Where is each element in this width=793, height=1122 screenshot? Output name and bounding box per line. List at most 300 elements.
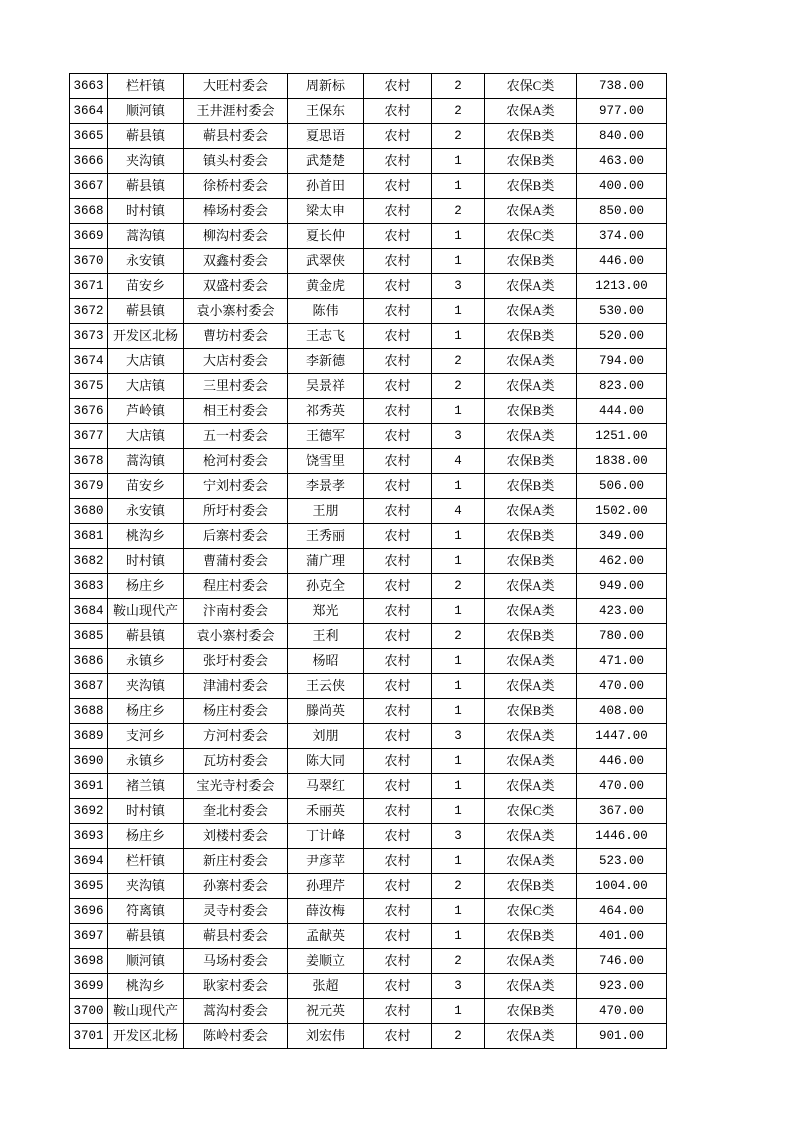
row-id-cell: 3674 [70, 349, 108, 374]
amount-cell: 523.00 [577, 849, 667, 874]
type-cell: 农村 [364, 99, 432, 124]
amount-cell: 401.00 [577, 924, 667, 949]
category-cell: 农保A类 [485, 749, 577, 774]
row-id-cell: 3672 [70, 299, 108, 324]
name-cell: 武楚楚 [288, 149, 364, 174]
amount-cell: 463.00 [577, 149, 667, 174]
name-cell: 张超 [288, 974, 364, 999]
type-cell: 农村 [364, 949, 432, 974]
amount-cell: 823.00 [577, 374, 667, 399]
town-cell: 大店镇 [108, 424, 184, 449]
table-row [70, 574, 667, 599]
type-cell: 农村 [364, 249, 432, 274]
name-cell: 夏长仲 [288, 224, 364, 249]
row-id-cell: 3698 [70, 949, 108, 974]
category-cell: 农保A类 [485, 974, 577, 999]
row-id-cell: 3666 [70, 149, 108, 174]
count-cell: 2 [432, 574, 485, 599]
type-cell: 农村 [364, 974, 432, 999]
name-cell: 夏思语 [288, 124, 364, 149]
category-cell: 农保B类 [485, 699, 577, 724]
type-cell: 农村 [364, 399, 432, 424]
row-id-cell: 3688 [70, 699, 108, 724]
amount-cell: 470.00 [577, 774, 667, 799]
village-cell: 徐桥村委会 [184, 174, 288, 199]
row-id-cell: 3664 [70, 99, 108, 124]
type-cell: 农村 [364, 774, 432, 799]
count-cell: 2 [432, 1024, 485, 1049]
category-cell: 农保A类 [485, 674, 577, 699]
name-cell: 陈大同 [288, 749, 364, 774]
table-row [70, 549, 667, 574]
village-cell: 曹坊村委会 [184, 324, 288, 349]
table-row [70, 299, 667, 324]
category-cell: 农保B类 [485, 624, 577, 649]
name-cell: 饶雪里 [288, 449, 364, 474]
count-cell: 2 [432, 349, 485, 374]
count-cell: 1 [432, 174, 485, 199]
type-cell: 农村 [364, 149, 432, 174]
category-cell: 农保B类 [485, 474, 577, 499]
count-cell: 1 [432, 299, 485, 324]
amount-cell: 471.00 [577, 649, 667, 674]
name-cell: 刘宏伟 [288, 1024, 364, 1049]
town-cell: 时村镇 [108, 549, 184, 574]
village-cell: 奎北村委会 [184, 799, 288, 824]
amount-cell: 446.00 [577, 249, 667, 274]
table-row [70, 724, 667, 749]
village-cell: 新庄村委会 [184, 849, 288, 874]
name-cell: 滕尚英 [288, 699, 364, 724]
type-cell: 农村 [364, 899, 432, 924]
type-cell: 农村 [364, 699, 432, 724]
table-row [70, 149, 667, 174]
village-cell: 双鑫村委会 [184, 249, 288, 274]
amount-cell: 1251.00 [577, 424, 667, 449]
name-cell: 尹彦苹 [288, 849, 364, 874]
count-cell: 2 [432, 949, 485, 974]
count-cell: 1 [432, 849, 485, 874]
table-row [70, 74, 667, 99]
type-cell: 农村 [364, 474, 432, 499]
type-cell: 农村 [364, 524, 432, 549]
type-cell: 农村 [364, 1024, 432, 1049]
row-id-cell: 3692 [70, 799, 108, 824]
count-cell: 3 [432, 424, 485, 449]
town-cell: 褚兰镇 [108, 774, 184, 799]
type-cell: 农村 [364, 199, 432, 224]
amount-cell: 1447.00 [577, 724, 667, 749]
count-cell: 3 [432, 724, 485, 749]
category-cell: 农保B类 [485, 174, 577, 199]
count-cell: 1 [432, 924, 485, 949]
row-id-cell: 3680 [70, 499, 108, 524]
name-cell: 李景孝 [288, 474, 364, 499]
table-row [70, 374, 667, 399]
name-cell: 李新德 [288, 349, 364, 374]
category-cell: 农保B类 [485, 999, 577, 1024]
name-cell: 杨昭 [288, 649, 364, 674]
amount-cell: 977.00 [577, 99, 667, 124]
count-cell: 1 [432, 649, 485, 674]
name-cell: 郑光 [288, 599, 364, 624]
name-cell: 王德军 [288, 424, 364, 449]
category-cell: 农保A类 [485, 274, 577, 299]
category-cell: 农保C类 [485, 224, 577, 249]
village-cell: 棒场村委会 [184, 199, 288, 224]
village-cell: 耿家村委会 [184, 974, 288, 999]
town-cell: 开发区北杨 [108, 324, 184, 349]
village-cell: 大旺村委会 [184, 74, 288, 99]
table-row [70, 1024, 667, 1049]
count-cell: 1 [432, 149, 485, 174]
amount-cell: 1502.00 [577, 499, 667, 524]
amount-cell: 464.00 [577, 899, 667, 924]
row-id-cell: 3665 [70, 124, 108, 149]
type-cell: 农村 [364, 599, 432, 624]
name-cell: 祝元英 [288, 999, 364, 1024]
table-row [70, 799, 667, 824]
row-id-cell: 3700 [70, 999, 108, 1024]
town-cell: 蕲县镇 [108, 124, 184, 149]
type-cell: 农村 [364, 749, 432, 774]
category-cell: 农保A类 [485, 349, 577, 374]
row-id-cell: 3696 [70, 899, 108, 924]
town-cell: 时村镇 [108, 799, 184, 824]
table-row [70, 699, 667, 724]
row-id-cell: 3701 [70, 1024, 108, 1049]
amount-cell: 506.00 [577, 474, 667, 499]
name-cell: 周新标 [288, 74, 364, 99]
count-cell: 1 [432, 524, 485, 549]
village-cell: 孙寨村委会 [184, 874, 288, 899]
category-cell: 农保A类 [485, 499, 577, 524]
name-cell: 孙理芹 [288, 874, 364, 899]
town-cell: 顺河镇 [108, 99, 184, 124]
village-cell: 宁刘村委会 [184, 474, 288, 499]
count-cell: 2 [432, 124, 485, 149]
town-cell: 永安镇 [108, 249, 184, 274]
village-cell: 五一村委会 [184, 424, 288, 449]
row-id-cell: 3669 [70, 224, 108, 249]
row-id-cell: 3676 [70, 399, 108, 424]
town-cell: 栏杆镇 [108, 74, 184, 99]
table-row [70, 474, 667, 499]
table-row [70, 849, 667, 874]
table-row [70, 99, 667, 124]
row-id-cell: 3678 [70, 449, 108, 474]
town-cell: 杨庄乡 [108, 574, 184, 599]
type-cell: 农村 [364, 724, 432, 749]
table-row [70, 674, 667, 699]
table-row [70, 774, 667, 799]
table-row [70, 599, 667, 624]
name-cell: 姜顺立 [288, 949, 364, 974]
town-cell: 顺河镇 [108, 949, 184, 974]
village-cell: 所圩村委会 [184, 499, 288, 524]
amount-cell: 746.00 [577, 949, 667, 974]
amount-cell: 530.00 [577, 299, 667, 324]
amount-cell: 470.00 [577, 999, 667, 1024]
count-cell: 1 [432, 599, 485, 624]
type-cell: 农村 [364, 924, 432, 949]
amount-cell: 780.00 [577, 624, 667, 649]
village-cell: 袁小寨村委会 [184, 299, 288, 324]
name-cell: 孙克全 [288, 574, 364, 599]
category-cell: 农保A类 [485, 649, 577, 674]
row-id-cell: 3686 [70, 649, 108, 674]
row-id-cell: 3668 [70, 199, 108, 224]
row-id-cell: 3685 [70, 624, 108, 649]
type-cell: 农村 [364, 124, 432, 149]
category-cell: 农保A类 [485, 199, 577, 224]
count-cell: 2 [432, 874, 485, 899]
count-cell: 1 [432, 399, 485, 424]
name-cell: 梁太申 [288, 199, 364, 224]
amount-cell: 446.00 [577, 749, 667, 774]
row-id-cell: 3675 [70, 374, 108, 399]
table-row [70, 224, 667, 249]
village-cell: 程庄村委会 [184, 574, 288, 599]
name-cell: 蒲广理 [288, 549, 364, 574]
table-row [70, 249, 667, 274]
category-cell: 农保A类 [485, 824, 577, 849]
town-cell: 时村镇 [108, 199, 184, 224]
amount-cell: 408.00 [577, 699, 667, 724]
village-cell: 双盛村委会 [184, 274, 288, 299]
row-id-cell: 3697 [70, 924, 108, 949]
town-cell: 蕲县镇 [108, 299, 184, 324]
count-cell: 1 [432, 674, 485, 699]
count-cell: 2 [432, 624, 485, 649]
village-cell: 宝光寺村委会 [184, 774, 288, 799]
table-row [70, 899, 667, 924]
type-cell: 农村 [364, 449, 432, 474]
count-cell: 2 [432, 199, 485, 224]
town-cell: 蒿沟镇 [108, 449, 184, 474]
village-cell: 相王村委会 [184, 399, 288, 424]
town-cell: 苗安乡 [108, 274, 184, 299]
amount-cell: 470.00 [577, 674, 667, 699]
town-cell: 桃沟乡 [108, 974, 184, 999]
category-cell: 农保A类 [485, 99, 577, 124]
category-cell: 农保B类 [485, 549, 577, 574]
town-cell: 永镇乡 [108, 749, 184, 774]
row-id-cell: 3671 [70, 274, 108, 299]
category-cell: 农保B类 [485, 399, 577, 424]
table-row [70, 124, 667, 149]
town-cell: 支河乡 [108, 724, 184, 749]
type-cell: 农村 [364, 274, 432, 299]
row-id-cell: 3663 [70, 74, 108, 99]
village-cell: 蒿沟村委会 [184, 999, 288, 1024]
category-cell: 农保A类 [485, 599, 577, 624]
name-cell: 王秀丽 [288, 524, 364, 549]
amount-cell: 738.00 [577, 74, 667, 99]
town-cell: 大店镇 [108, 374, 184, 399]
type-cell: 农村 [364, 499, 432, 524]
row-id-cell: 3677 [70, 424, 108, 449]
table-row [70, 324, 667, 349]
name-cell: 丁计峰 [288, 824, 364, 849]
type-cell: 农村 [364, 574, 432, 599]
table-row [70, 824, 667, 849]
amount-cell: 423.00 [577, 599, 667, 624]
category-cell: 农保B类 [485, 124, 577, 149]
category-cell: 农保C类 [485, 799, 577, 824]
name-cell: 刘朋 [288, 724, 364, 749]
row-id-cell: 3684 [70, 599, 108, 624]
category-cell: 农保B类 [485, 874, 577, 899]
type-cell: 农村 [364, 624, 432, 649]
amount-cell: 444.00 [577, 399, 667, 424]
table-row [70, 974, 667, 999]
row-id-cell: 3679 [70, 474, 108, 499]
type-cell: 农村 [364, 999, 432, 1024]
category-cell: 农保A类 [485, 949, 577, 974]
row-id-cell: 3673 [70, 324, 108, 349]
row-id-cell: 3689 [70, 724, 108, 749]
count-cell: 1 [432, 699, 485, 724]
count-cell: 1 [432, 774, 485, 799]
row-id-cell: 3691 [70, 774, 108, 799]
village-cell: 王井涯村委会 [184, 99, 288, 124]
table-body [70, 74, 667, 1049]
count-cell: 1 [432, 324, 485, 349]
name-cell: 王保东 [288, 99, 364, 124]
village-cell: 马场村委会 [184, 949, 288, 974]
row-id-cell: 3667 [70, 174, 108, 199]
table-row [70, 349, 667, 374]
row-id-cell: 3694 [70, 849, 108, 874]
village-cell: 津浦村委会 [184, 674, 288, 699]
name-cell: 禾丽英 [288, 799, 364, 824]
table-row [70, 749, 667, 774]
count-cell: 1 [432, 249, 485, 274]
amount-cell: 374.00 [577, 224, 667, 249]
name-cell: 祁秀英 [288, 399, 364, 424]
village-cell: 枪河村委会 [184, 449, 288, 474]
count-cell: 4 [432, 499, 485, 524]
amount-cell: 850.00 [577, 199, 667, 224]
town-cell: 蕲县镇 [108, 924, 184, 949]
row-id-cell: 3670 [70, 249, 108, 274]
table-row [70, 999, 667, 1024]
amount-cell: 794.00 [577, 349, 667, 374]
town-cell: 杨庄乡 [108, 699, 184, 724]
village-cell: 袁小寨村委会 [184, 624, 288, 649]
row-id-cell: 3683 [70, 574, 108, 599]
category-cell: 农保B类 [485, 924, 577, 949]
count-cell: 1 [432, 474, 485, 499]
row-id-cell: 3699 [70, 974, 108, 999]
village-cell: 汴南村委会 [184, 599, 288, 624]
type-cell: 农村 [364, 649, 432, 674]
town-cell: 栏杆镇 [108, 849, 184, 874]
amount-cell: 840.00 [577, 124, 667, 149]
name-cell: 黄金虎 [288, 274, 364, 299]
village-cell: 镇头村委会 [184, 149, 288, 174]
category-cell: 农保C类 [485, 899, 577, 924]
type-cell: 农村 [364, 849, 432, 874]
type-cell: 农村 [364, 224, 432, 249]
count-cell: 3 [432, 974, 485, 999]
town-cell: 鞍山现代产 [108, 599, 184, 624]
amount-cell: 367.00 [577, 799, 667, 824]
count-cell: 4 [432, 449, 485, 474]
name-cell: 武翠侠 [288, 249, 364, 274]
name-cell: 孟献英 [288, 924, 364, 949]
name-cell: 马翠红 [288, 774, 364, 799]
category-cell: 农保A类 [485, 374, 577, 399]
village-cell: 三里村委会 [184, 374, 288, 399]
table-row [70, 174, 667, 199]
table-row [70, 924, 667, 949]
town-cell: 苗安乡 [108, 474, 184, 499]
category-cell: 农保A类 [485, 849, 577, 874]
count-cell: 2 [432, 374, 485, 399]
count-cell: 2 [432, 99, 485, 124]
type-cell: 农村 [364, 799, 432, 824]
category-cell: 农保B类 [485, 524, 577, 549]
amount-cell: 949.00 [577, 574, 667, 599]
table-row [70, 399, 667, 424]
town-cell: 夹沟镇 [108, 874, 184, 899]
row-id-cell: 3690 [70, 749, 108, 774]
type-cell: 农村 [364, 349, 432, 374]
village-cell: 曹蒲村委会 [184, 549, 288, 574]
village-cell: 柳沟村委会 [184, 224, 288, 249]
row-id-cell: 3682 [70, 549, 108, 574]
table-row [70, 499, 667, 524]
name-cell: 王朋 [288, 499, 364, 524]
category-cell: 农保B类 [485, 324, 577, 349]
table-row [70, 874, 667, 899]
category-cell: 农保A类 [485, 424, 577, 449]
table-row [70, 524, 667, 549]
village-cell: 蕲县村委会 [184, 924, 288, 949]
data-table [69, 73, 667, 1049]
type-cell: 农村 [364, 424, 432, 449]
town-cell: 夹沟镇 [108, 149, 184, 174]
count-cell: 3 [432, 824, 485, 849]
type-cell: 农村 [364, 549, 432, 574]
count-cell: 1 [432, 899, 485, 924]
row-id-cell: 3695 [70, 874, 108, 899]
village-cell: 后寨村委会 [184, 524, 288, 549]
village-cell: 陈岭村委会 [184, 1024, 288, 1049]
category-cell: 农保B类 [485, 449, 577, 474]
amount-cell: 1446.00 [577, 824, 667, 849]
town-cell: 蒿沟镇 [108, 224, 184, 249]
type-cell: 农村 [364, 824, 432, 849]
type-cell: 农村 [364, 324, 432, 349]
category-cell: 农保A类 [485, 574, 577, 599]
type-cell: 农村 [364, 874, 432, 899]
amount-cell: 901.00 [577, 1024, 667, 1049]
name-cell: 吴景祥 [288, 374, 364, 399]
row-id-cell: 3687 [70, 674, 108, 699]
amount-cell: 1838.00 [577, 449, 667, 474]
village-cell: 方河村委会 [184, 724, 288, 749]
count-cell: 1 [432, 999, 485, 1024]
amount-cell: 400.00 [577, 174, 667, 199]
town-cell: 永安镇 [108, 499, 184, 524]
town-cell: 蕲县镇 [108, 174, 184, 199]
type-cell: 农村 [364, 674, 432, 699]
village-cell: 刘楼村委会 [184, 824, 288, 849]
town-cell: 芦岭镇 [108, 399, 184, 424]
